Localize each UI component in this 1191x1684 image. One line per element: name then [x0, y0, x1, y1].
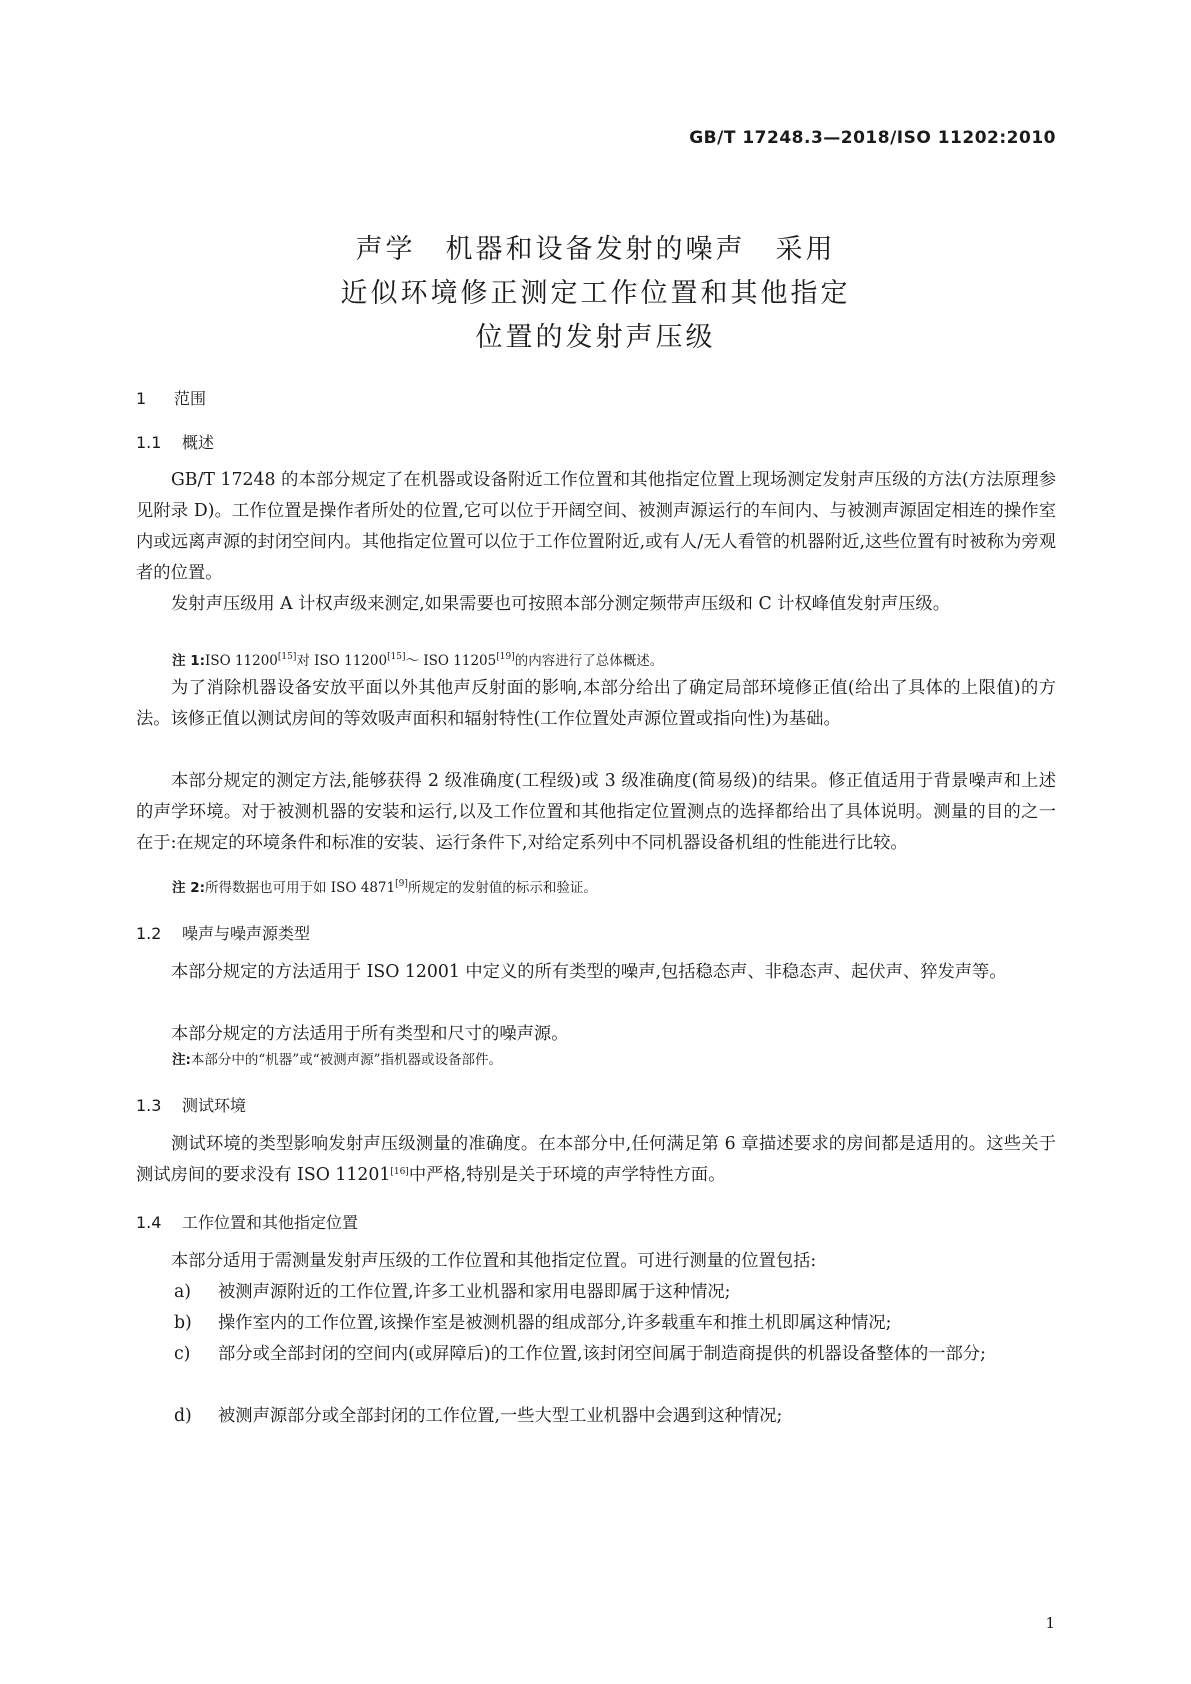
paragraph: 本部分规定的方法适用于所有类型和尺寸的噪声源。: [171, 1024, 569, 1044]
title-line-3: 位置的发射声压级: [475, 322, 716, 353]
citation: [9]: [395, 879, 408, 889]
section-number: 1.2: [136, 924, 162, 943]
note-text: 所规定的发射值的标示和验证。: [407, 880, 597, 896]
note-1: [172, 650, 1052, 672]
list-marker: d): [174, 1406, 192, 1426]
list-item-text: 被测声源附近的工作位置,许多工业机器和家用电器即属于这种情况;: [218, 1282, 731, 1302]
section-number: 1.3: [136, 1096, 162, 1115]
paragraph-text: 中严格,特别是关于环境的声学特性方面。: [408, 1165, 726, 1185]
list-item: [172, 1277, 1056, 1308]
list-item-text: 部分或全部封闭的空间内(或屏障后)的工作位置,该封闭空间属于制造商提供的机器设备整体的一部分;: [218, 1344, 986, 1364]
note-text: 所得数据也可用于如 ISO 4871: [205, 880, 396, 896]
section-1-4-heading: [136, 1210, 358, 1233]
document-title: [0, 228, 1191, 360]
note-label: 注 2:: [172, 880, 205, 896]
citation: [16]: [390, 1167, 409, 1177]
list-item-text: 被测声源部分或全部封闭的工作位置,一些大型工业机器中会遇到这种情况;: [218, 1406, 783, 1426]
title-line-1: 声学 机器和设备发射的噪声 采用: [355, 234, 836, 265]
note-text: 对 ISO 11200: [296, 653, 388, 669]
standard-code: GB/T 17248.3—2018/ISO 11202:2010: [689, 128, 1056, 148]
citation: [15]: [277, 652, 297, 662]
list-item: [172, 1401, 1056, 1432]
paragraph: GB/T 17248 的本部分规定了在机器或设备附近工作位置和其他指定位置上现场测定发射声压级的方法(方法原理参见附录 D)。工作位置是操作者所处的位置,它可以位于开阔空间、被测声源运行的车间内、与被测声源固定相连的操作室内或远离声源的封闭空间内。其他指定位置可以位于工作位置附近,或有人/无人看管的机器附近,这些位置有时被称为旁观者的位置。: [136, 470, 1056, 583]
list-marker: b): [174, 1313, 192, 1333]
section-number: 1: [136, 389, 147, 408]
list-marker: c): [174, 1344, 191, 1364]
section-1-1-heading: [136, 430, 214, 453]
list-item-text: 操作室内的工作位置,该操作室是被测机器的组成部分,许多载重车和推土机即属这种情况;: [218, 1313, 892, 1333]
section-number: 1.4: [136, 1213, 162, 1232]
note: [172, 1049, 1052, 1071]
page-number: 1: [1045, 1614, 1055, 1632]
note-2: [172, 877, 1052, 899]
citation: [15]: [387, 652, 406, 662]
list-item: [172, 1339, 1056, 1370]
section-title: 概述: [182, 433, 215, 452]
section-title: 噪声与噪声源类型: [182, 924, 311, 943]
list-marker: a): [174, 1282, 192, 1302]
paragraph: [136, 1129, 1056, 1191]
note-text: ISO 11200: [205, 653, 278, 669]
section-1-3-heading: [136, 1093, 246, 1116]
section-title: 范围: [174, 389, 207, 408]
paragraph: 本部分规定的测定方法,能够获得 2 级准确度(工程级)或 3 级准确度(简易级)的结果。修正值适用于背景噪声和上述的声学环境。对于被测机器的安装和运行,以及工作位置和其他指定位置测点的选择都给出了具体说明。测量的目的之一在于:在规定的环境条件和标准的安装、运行条件下,对给定系列中不同机器设备机组的性能进行比较。: [136, 771, 1056, 853]
paragraph: 本部分规定的方法适用于 ISO 12001 中定义的所有类型的噪声,包括稳态声、非稳态声、起伏声、猝发声等。: [171, 962, 1007, 982]
section-number: 1.1: [136, 433, 162, 452]
note-text: 的内容进行了总体概述。: [514, 653, 664, 669]
title-line-2: 近似环境修正测定工作位置和其他指定: [340, 278, 851, 309]
section-1-heading: [136, 386, 206, 409]
paragraph: 为了消除机器设备安放平面以外其他声反射面的影响,本部分给出了确定局部环境修正值(给出了具体的上限值)的方法。该修正值以测试房间的等效吸声面积和辐射特性(工作位置处声源位置或指向性)为基础。: [136, 678, 1056, 729]
note-label: 注:: [172, 1052, 191, 1068]
paragraph: 本部分适用于需测量发射声压级的工作位置和其他指定位置。可进行测量的位置包括:: [171, 1251, 817, 1271]
section-title: 测试环境: [182, 1096, 247, 1115]
paragraph-text: 测试环境的类型影响发射声压级测量的准确度。在本部分中,任何满足第 6 章描述要求的房间都是适用的。这些关于测试房间的要求没有 ISO 11201: [136, 1134, 1056, 1185]
paragraph: 发射声压级用 A 计权声级来测定,如果需要也可按照本部分测定频带声压级和 C 计权峰值发射声压级。: [171, 594, 950, 614]
note-label: 注 1:: [172, 653, 205, 669]
note-text: ～ ISO 11205: [405, 653, 497, 669]
section-title: 工作位置和其他指定位置: [182, 1213, 359, 1232]
note-text: 本部分中的“机器”或“被测声源”指机器或设备部件。: [190, 1052, 503, 1068]
citation: [19]: [496, 652, 515, 662]
list-item: [172, 1308, 1056, 1339]
section-1-2-heading: [136, 921, 310, 944]
